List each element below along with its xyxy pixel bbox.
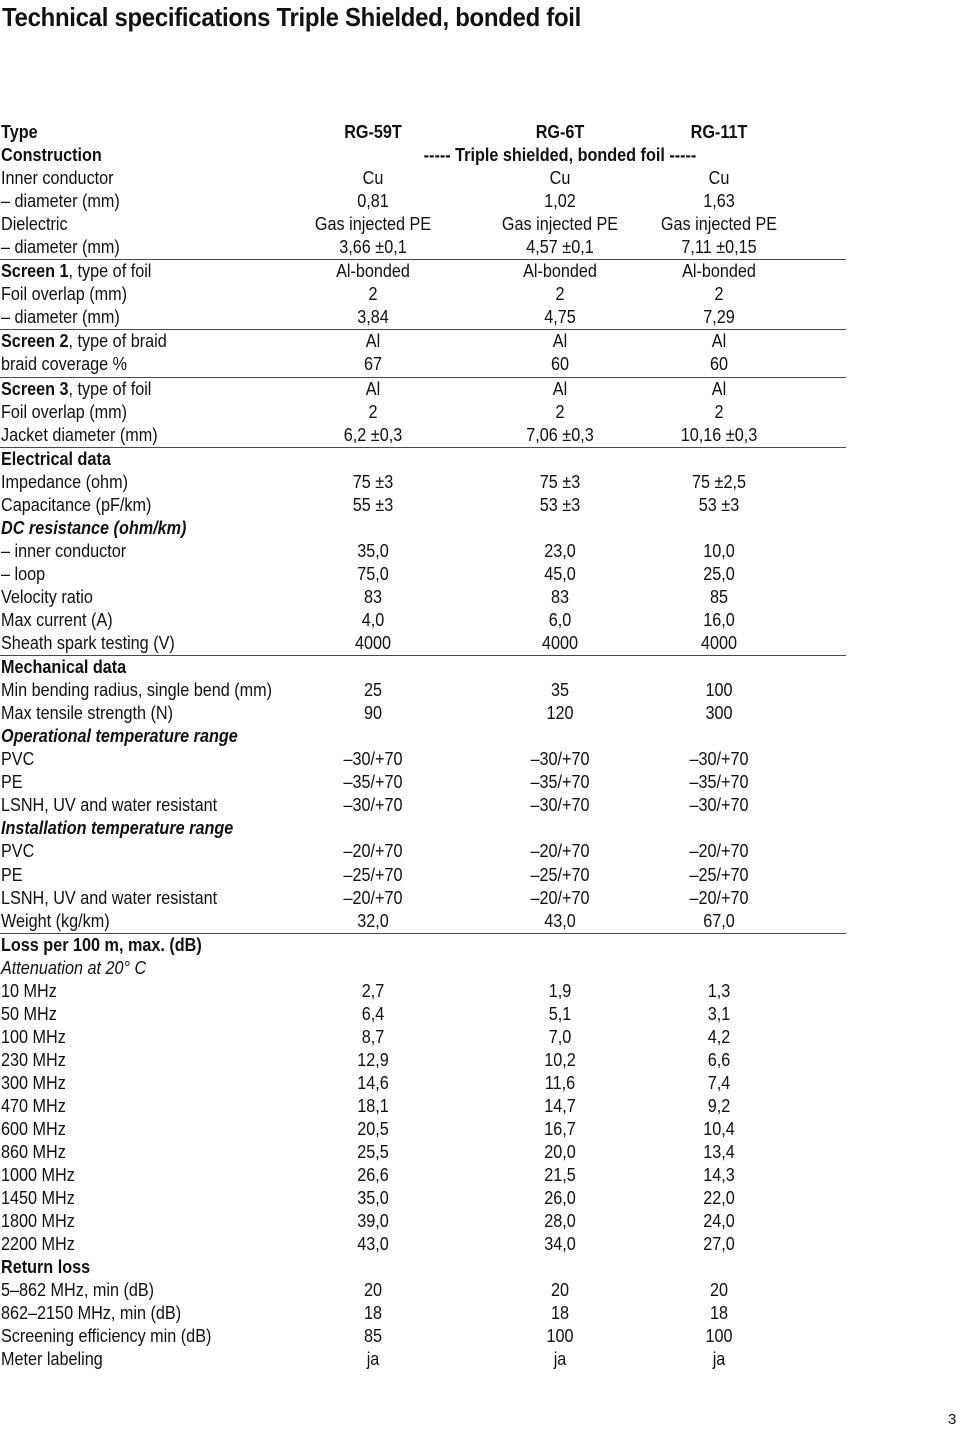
cell-value: 300 <box>705 703 733 724</box>
header-type-label: Type <box>1 122 38 142</box>
table-row <box>0 283 846 306</box>
table-row <box>0 1210 846 1233</box>
cell-value: 10,0 <box>703 540 735 561</box>
cell-value: 21,5 <box>544 1165 576 1186</box>
cell-value: 100 <box>705 1326 733 1347</box>
page-title: Technical specifications Triple Shielded, bonded foil <box>2 2 582 32</box>
row-label: Weight (kg/km) <box>1 910 110 931</box>
cell-value: 2 <box>368 401 378 422</box>
table-row <box>0 1187 846 1210</box>
row-label: 860 MHz <box>1 1142 66 1163</box>
page-number: 3 <box>948 1411 957 1428</box>
cell-value: 53 ±3 <box>539 494 581 515</box>
row-label-rest: , type of foil <box>68 261 152 282</box>
row-label: Loss per 100 m, max. (dB) <box>1 934 202 955</box>
cell-value: 67,0 <box>703 910 735 931</box>
cell-value: 7,29 <box>703 307 735 328</box>
cell-value: Gas injected PE <box>314 214 432 235</box>
cell-value: –25/+70 <box>689 864 749 885</box>
row-label: – inner conductor <box>1 540 127 561</box>
row-label: – loop <box>1 563 46 584</box>
table-row <box>0 1279 846 1302</box>
cell-value: 26,0 <box>544 1188 576 1209</box>
row-label: 300 MHz <box>1 1072 66 1093</box>
cell-value: 75 ±3 <box>352 471 394 492</box>
cell-value: 3,1 <box>707 1003 731 1024</box>
cell-value: 43,0 <box>544 910 576 931</box>
cell-value: 1,63 <box>703 191 735 212</box>
row-label: Return loss <box>1 1257 91 1278</box>
cell-value: Cu <box>708 168 730 189</box>
cell-value: 53 ±3 <box>698 494 740 515</box>
cell-value: –20/+70 <box>689 841 749 862</box>
table-row <box>0 447 846 471</box>
cell-value: 14,7 <box>544 1095 576 1116</box>
cell-value: 35,0 <box>357 540 389 561</box>
cell-value: –20/+70 <box>530 841 590 862</box>
cell-value: 4000 <box>354 633 392 654</box>
table-row <box>0 1118 846 1141</box>
cell-value: –25/+70 <box>530 864 590 885</box>
table-row <box>0 1302 846 1325</box>
row-label: PVC <box>1 841 35 862</box>
cell-value: Gas injected PE <box>501 214 619 235</box>
cell-value: Al <box>711 331 727 352</box>
row-label-rest: , type of foil <box>68 378 152 399</box>
cell-value: 9,2 <box>707 1095 731 1116</box>
row-label: Max current (A) <box>1 609 113 630</box>
cell-value: 2 <box>714 284 724 305</box>
table-row <box>0 609 846 632</box>
cell-value: 60 <box>709 354 729 375</box>
row-label: 50 MHz <box>1 1003 57 1024</box>
cell-value: 83 <box>363 586 383 607</box>
row-label: Operational temperature range <box>1 726 238 747</box>
row-label-bold: Screen 3 <box>1 378 69 399</box>
row-label-rest: , type of braid <box>68 331 167 352</box>
table-row <box>0 494 846 517</box>
row-label: Jacket diameter (mm) <box>1 424 158 445</box>
table-row <box>0 794 846 817</box>
table-row <box>0 1072 846 1095</box>
row-label: 862–2150 MHz, min (dB) <box>1 1303 182 1324</box>
cell-value: –35/+70 <box>343 772 403 793</box>
table-row <box>0 1233 846 1256</box>
row-label: Inner conductor <box>1 168 114 189</box>
table-row <box>0 471 846 494</box>
table-body <box>0 144 846 1371</box>
row-label: 1450 MHz <box>1 1188 75 1209</box>
table-row <box>0 1095 846 1118</box>
cell-value: 14,6 <box>357 1072 389 1093</box>
cell-value: 14,3 <box>703 1165 735 1186</box>
row-label-bold: Screen 1 <box>1 261 69 282</box>
table-row <box>0 632 846 655</box>
cell-value: 39,0 <box>357 1211 389 1232</box>
cell-value: 4,2 <box>707 1026 731 1047</box>
table-row <box>0 1164 846 1187</box>
cell-value: 75,0 <box>357 563 389 584</box>
row-label: Foil overlap (mm) <box>1 401 128 422</box>
cell-value: 75 ±3 <box>539 471 581 492</box>
row-label: – diameter (mm) <box>1 237 120 258</box>
cell-value: 13,4 <box>703 1142 735 1163</box>
table-row <box>0 377 846 401</box>
cell-value: ja <box>712 1349 726 1370</box>
cell-value: –30/+70 <box>689 795 749 816</box>
cell-value: 43,0 <box>357 1234 389 1255</box>
table-row <box>0 980 846 1003</box>
row-label: PVC <box>1 749 35 770</box>
header-col-rg6t: RG-6T <box>535 122 585 142</box>
cell-value: 35,0 <box>357 1188 389 1209</box>
cell-value: –30/+70 <box>530 749 590 770</box>
cell-value: ja <box>366 1349 380 1370</box>
row-label: Meter labeling <box>1 1349 103 1370</box>
row-label: Screening efficiency min (dB) <box>1 1326 212 1347</box>
cell-value: 85 <box>363 1326 383 1347</box>
table-row <box>0 329 846 353</box>
cell-value: 20 <box>709 1280 729 1301</box>
cell-value: 16,7 <box>544 1119 576 1140</box>
cell-value: 4000 <box>700 633 738 654</box>
table-row <box>0 586 846 609</box>
cell-value: 85 <box>709 586 729 607</box>
table-row <box>0 1256 846 1279</box>
row-label: Construction <box>1 145 102 166</box>
cell-value: Al <box>552 331 568 352</box>
cell-value: 10,4 <box>703 1119 735 1140</box>
cell-value: 67 <box>363 354 383 375</box>
cell-value: 25,0 <box>703 563 735 584</box>
cell-value: 6,2 ±0,3 <box>343 424 403 445</box>
cell-value: 25,5 <box>357 1142 389 1163</box>
cell-value: –35/+70 <box>530 772 590 793</box>
table-row <box>0 655 846 679</box>
row-label: 470 MHz <box>1 1095 66 1116</box>
cell-value: 35 <box>550 680 570 701</box>
cell-value: 2,7 <box>361 980 385 1001</box>
cell-value: 7,4 <box>707 1072 731 1093</box>
cell-value: Al-bonded <box>336 261 410 282</box>
cell-value: 16,0 <box>703 609 735 630</box>
cell-value: 4,75 <box>544 307 576 328</box>
table-row <box>0 259 846 283</box>
cell-value: –30/+70 <box>343 749 403 770</box>
table-row <box>0 771 846 794</box>
cell-value: Al <box>365 331 381 352</box>
table-row <box>0 1141 846 1164</box>
row-label: 5–862 MHz, min (dB) <box>1 1280 155 1301</box>
cell-value: 20 <box>550 1280 570 1301</box>
cell-value: 83 <box>550 586 570 607</box>
cell-value: 2 <box>555 401 565 422</box>
table-row <box>0 748 846 771</box>
table-row <box>0 840 846 863</box>
cell-value: 23,0 <box>544 540 576 561</box>
cell-value: 2 <box>555 284 565 305</box>
cell-value: 25 <box>363 680 383 701</box>
row-label: 2200 MHz <box>1 1234 75 1255</box>
table-row <box>0 1325 846 1348</box>
cell-value: 60 <box>550 354 570 375</box>
cell-value: Cu <box>362 168 384 189</box>
row-label: DC resistance (ohm/km) <box>1 517 187 538</box>
table-row <box>0 190 846 213</box>
cell-value: –20/+70 <box>530 887 590 908</box>
table-row <box>0 817 846 840</box>
cell-value: Al-bonded <box>523 261 597 282</box>
table-row <box>0 144 846 167</box>
row-label <box>1 330 167 353</box>
table-row <box>0 167 846 190</box>
row-label: Foil overlap (mm) <box>1 284 128 305</box>
table-header-row <box>0 121 846 144</box>
cell-value: 100 <box>705 680 733 701</box>
cell-value: –30/+70 <box>530 795 590 816</box>
cell-value: 20,0 <box>544 1142 576 1163</box>
row-label: Capacitance (pF/km) <box>1 494 152 515</box>
cell-value: –20/+70 <box>689 887 749 908</box>
row-label: LSNH, UV and water resistant <box>1 887 218 908</box>
cell-value: 75 ±2,5 <box>692 471 746 492</box>
table-row <box>0 517 846 540</box>
table-row <box>0 236 846 259</box>
cell-value: –20/+70 <box>343 841 403 862</box>
row-label-bold: Screen 2 <box>1 331 69 352</box>
cell-value: 5,1 <box>548 1003 572 1024</box>
cell-value: –30/+70 <box>343 795 403 816</box>
table-row <box>0 1003 846 1026</box>
cell-value: 1,3 <box>707 980 731 1001</box>
cell-value: 7,0 <box>548 1026 572 1047</box>
row-label: 1800 MHz <box>1 1211 75 1232</box>
cell-value: 6,4 <box>361 1003 385 1024</box>
table-row <box>0 213 846 236</box>
cell-value: 18,1 <box>357 1095 389 1116</box>
row-label: – diameter (mm) <box>1 191 120 212</box>
cell-value: 3,66 ±0,1 <box>339 237 407 258</box>
cell-value: 32,0 <box>357 910 389 931</box>
cell-value: Al <box>711 378 727 399</box>
cell-value: 1,9 <box>548 980 572 1001</box>
cell-value: 1,02 <box>544 191 576 212</box>
cell-value: 6,6 <box>707 1049 731 1070</box>
row-label: 1000 MHz <box>1 1165 75 1186</box>
cell-value: –35/+70 <box>689 772 749 793</box>
header-col-rg11t: RG-11T <box>690 122 748 142</box>
row-label: Min bending radius, single bend (mm) <box>1 680 273 701</box>
spec-table <box>0 121 846 1372</box>
row-label: Electrical data <box>1 448 111 469</box>
row-label <box>1 378 151 401</box>
cell-value: 4,0 <box>361 609 385 630</box>
table-row <box>0 957 846 980</box>
cell-value: 24,0 <box>703 1211 735 1232</box>
table-row <box>0 1026 846 1049</box>
row-label: PE <box>1 772 23 793</box>
cell-value: 8,7 <box>361 1026 385 1047</box>
cell-value: 26,6 <box>357 1165 389 1186</box>
cell-value: 90 <box>363 703 383 724</box>
cell-value: 4000 <box>541 633 579 654</box>
row-label: LSNH, UV and water resistant <box>1 795 218 816</box>
cell-value: 7,06 ±0,3 <box>526 424 594 445</box>
cell-value: 18 <box>550 1303 570 1324</box>
row-label <box>1 260 151 283</box>
cell-value: Al-bonded <box>682 261 756 282</box>
row-label: 600 MHz <box>1 1119 66 1140</box>
cell-value: Al <box>552 378 568 399</box>
row-label: Mechanical data <box>1 657 127 678</box>
table-row <box>0 725 846 748</box>
row-label: Impedance (ohm) <box>1 471 128 492</box>
cell-value: 3,84 <box>357 307 389 328</box>
table-row <box>0 353 846 376</box>
cell-value: 18 <box>709 1303 729 1324</box>
cell-value: –25/+70 <box>343 864 403 885</box>
cell-value: 0,81 <box>357 191 389 212</box>
row-label: Dielectric <box>1 214 68 235</box>
cell-value: Al <box>365 378 381 399</box>
table-row <box>0 563 846 586</box>
table-row <box>0 424 846 447</box>
table-row <box>0 540 846 563</box>
row-label: PE <box>1 864 23 885</box>
header-col-rg59t: RG-59T <box>344 122 402 142</box>
cell-value: –30/+70 <box>689 749 749 770</box>
table-row <box>0 887 846 910</box>
cell-value: 2 <box>714 401 724 422</box>
cell-value: 18 <box>363 1303 383 1324</box>
table-row <box>0 702 846 725</box>
cell-value: 11,6 <box>544 1072 576 1093</box>
table-row <box>0 679 846 702</box>
row-label: Attenuation at 20° C <box>1 957 147 978</box>
cell-value: 10,2 <box>544 1049 576 1070</box>
cell-value: 20 <box>363 1280 383 1301</box>
table-row <box>0 401 846 424</box>
cell-value: 28,0 <box>544 1211 576 1232</box>
table-row <box>0 864 846 887</box>
cell-value: ja <box>553 1349 567 1370</box>
cell-value: 55 ±3 <box>352 494 394 515</box>
construction-span: ----- Triple shielded, bonded foil ----- <box>423 145 697 166</box>
cell-value: 12,9 <box>357 1049 389 1070</box>
table-row <box>0 306 846 329</box>
row-label: Velocity ratio <box>1 586 93 607</box>
cell-value: 27,0 <box>703 1234 735 1255</box>
row-label: Sheath spark testing (V) <box>1 633 175 654</box>
cell-value: 120 <box>546 703 574 724</box>
cell-value: 22,0 <box>703 1188 735 1209</box>
cell-value: 4,57 ±0,1 <box>526 237 594 258</box>
row-label: – diameter (mm) <box>1 307 120 328</box>
table-row <box>0 1049 846 1072</box>
cell-value: 100 <box>546 1326 574 1347</box>
row-label: Max tensile strength (N) <box>1 703 173 724</box>
cell-value: –20/+70 <box>343 887 403 908</box>
cell-value: 2 <box>368 284 378 305</box>
table-row <box>0 910 846 933</box>
row-label: 230 MHz <box>1 1049 66 1070</box>
row-label: braid coverage % <box>1 354 128 375</box>
cell-value: Cu <box>549 168 571 189</box>
row-label: 10 MHz <box>1 980 57 1001</box>
cell-value: 34,0 <box>544 1234 576 1255</box>
table-row <box>0 933 846 957</box>
cell-value: Gas injected PE <box>660 214 778 235</box>
cell-value: 6,0 <box>548 609 572 630</box>
row-label: 100 MHz <box>1 1026 66 1047</box>
cell-value: 7,11 ±0,15 <box>681 237 757 258</box>
cell-value: 45,0 <box>544 563 576 584</box>
table-row <box>0 1348 846 1371</box>
cell-value: 10,16 ±0,3 <box>680 424 758 445</box>
row-label: Installation temperature range <box>1 818 234 839</box>
cell-value: 20,5 <box>357 1119 389 1140</box>
